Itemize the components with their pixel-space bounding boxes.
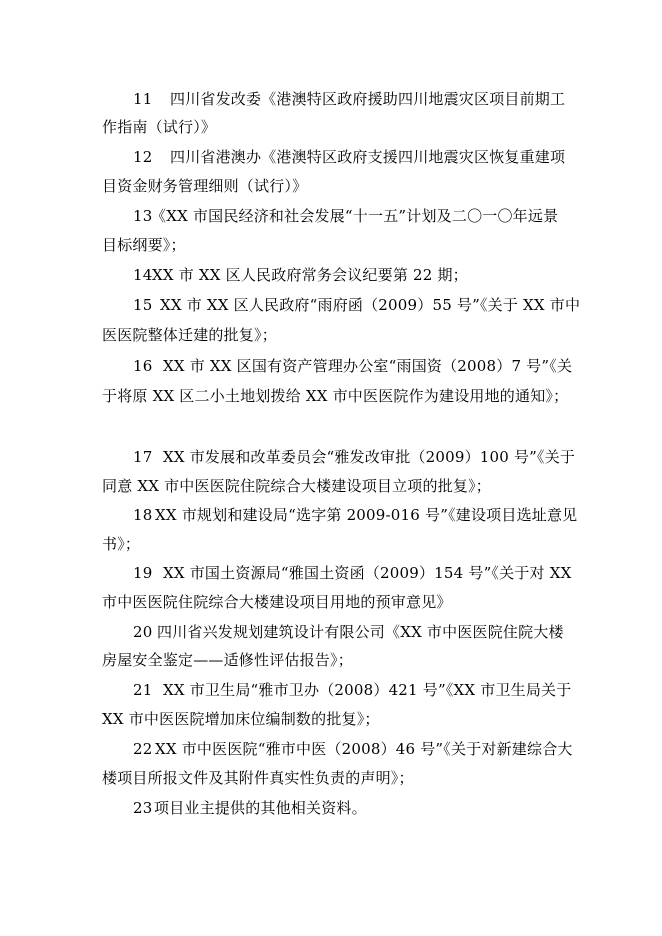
list-item-15 (0, 290, 662, 320)
item-text-line1: XX 市 XX 区国有资产管理办公室“雨国资（2008）7 号”《关 (163, 357, 573, 375)
item-text-line2: 目资金财务管理细则（试行）》 (102, 177, 308, 195)
item-text-line2: 目标纲要》； (102, 236, 186, 254)
list-item-22 (0, 734, 662, 764)
item-text-line1: XX 市发展和改革委员会“雅发改审批（2009）100 号”《关于 (163, 448, 576, 466)
item-number: 12 (133, 148, 153, 166)
list-item-11-cont (0, 112, 662, 142)
list-item-19 (0, 558, 662, 588)
item-number: 20 (133, 623, 153, 641)
item-text-line1: XX 市国土资源局“雅国土资函（2009）154 号”《关于对 XX (163, 564, 572, 582)
item-text-line2: 医医院整体迁建的批复》； (102, 326, 277, 344)
item-text-line2: 作指南（试行）》 (102, 118, 217, 136)
item-text-line2: 市中医医院住院综合大楼建设项目用地的预审意见》 (102, 593, 452, 611)
item-number: 19 (133, 564, 153, 582)
item-text-line1: 项目业主提供的其他相关资料。 (154, 799, 367, 817)
item-text-line2: XX 市中医医院增加床位编制数的批复》； (102, 710, 380, 728)
item-number: 13 (133, 207, 153, 225)
list-item-12 (0, 142, 662, 172)
item-number: 22 (133, 740, 153, 758)
list-item-20 (0, 617, 662, 647)
list-item-12-cont (0, 171, 662, 201)
list-item-23 (0, 793, 662, 823)
list-item-15-cont (0, 320, 662, 350)
item-number: 16 (133, 357, 153, 375)
list-item-17 (0, 442, 662, 472)
item-text-line2: 同意 XX 市中医医院住院综合大楼建设项目立项的批复》； (102, 477, 491, 495)
list-item-22-cont (0, 763, 662, 793)
item-text-line2: 房屋安全鉴定——适修性评估报告》； (102, 651, 353, 669)
item-text-line1: 四川省港澳办《港澳特区政府支援四川地震灾区恢复重建项 (170, 148, 566, 166)
list-item-20-cont (0, 645, 662, 675)
item-number: 18 (133, 506, 153, 524)
item-text-line2: 于将原 XX 区二小土地划拨给 XX 市中医医院作为建设用地的通知》； (102, 387, 569, 405)
list-item-19-cont (0, 587, 662, 617)
list-item-11 (0, 84, 662, 114)
item-text-line1: XX 市 XX 区人民政府常务会议纪要第 22 期； (152, 266, 468, 284)
list-item-18 (0, 500, 662, 530)
item-number: 21 (133, 681, 153, 699)
item-number: 15 (133, 296, 153, 314)
list-item-13-cont (0, 230, 662, 260)
list-item-21-cont (0, 704, 662, 734)
item-text-line2: 楼项目所报文件及其附件真实性负责的声明》； (102, 769, 414, 787)
list-item-16-cont (0, 381, 662, 411)
item-text-line2: 书》； (102, 535, 141, 553)
item-text-line1: XX 市 XX 区人民政府“雨府函（2009）55 号”《关于 XX 市中 (160, 296, 581, 314)
list-item-16 (0, 351, 662, 381)
list-item-17-cont (0, 471, 662, 501)
item-number: 23 (133, 799, 153, 817)
item-text-line1: XX 市中医医院“雅市中医（2008）46 号”《关于对新建综合大 (155, 740, 573, 758)
list-item-14 (0, 260, 662, 290)
item-text-line1: 《XX 市国民经济和社会发展“十一五”计划及二〇一〇年远景 (151, 207, 559, 225)
list-item-18-cont (0, 529, 662, 559)
item-text-line1: XX 市规划和建设局“选字第 2009-016 号”《建设项目选址意见 (155, 506, 578, 524)
item-number: 14 (133, 266, 153, 284)
item-text-line1: 四川省发改委《港澳特区政府援助四川地震灾区项目前期工 (170, 90, 566, 108)
item-text-line1: 四川省兴发规划建筑设计有限公司《XX 市中医医院住院大楼 (157, 623, 564, 641)
item-number: 11 (133, 90, 153, 108)
list-item-13 (0, 201, 662, 231)
item-number: 17 (133, 448, 153, 466)
list-item-21 (0, 675, 662, 705)
item-text-line1: XX 市卫生局“雅市卫办（2008）421 号”《XX 市卫生局关于 (163, 681, 572, 699)
